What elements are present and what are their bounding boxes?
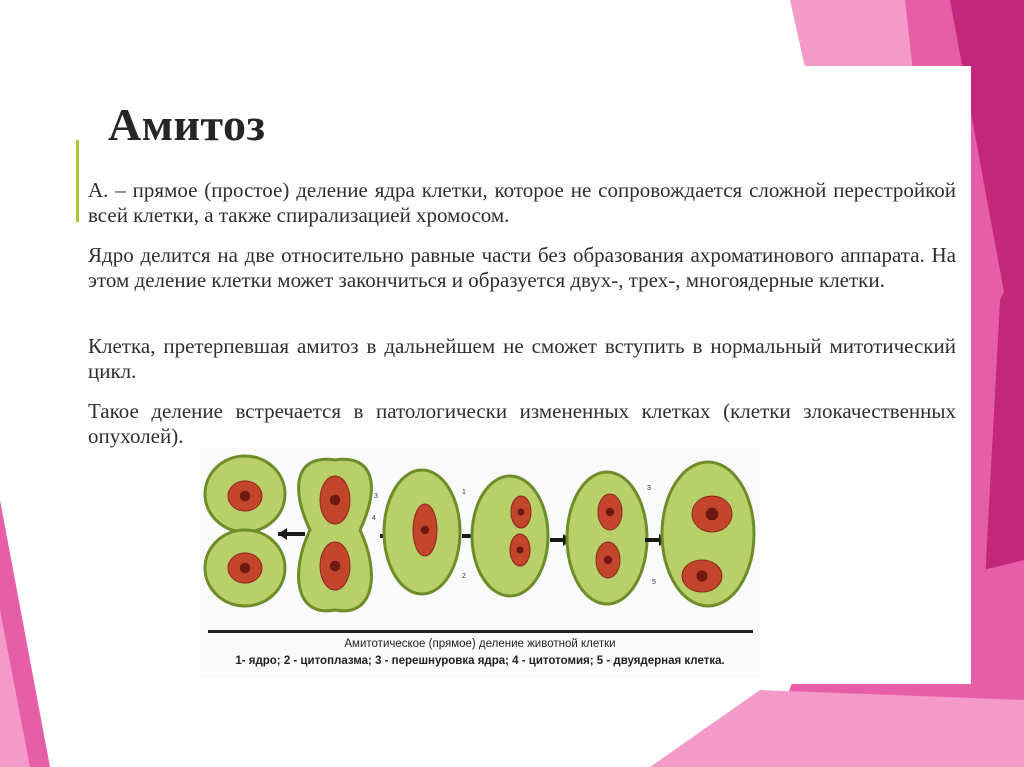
figure-caption-legend: 1- ядро; 2 - цитоплазма; 3 - перешнуровка ядра; 4 - цитотомия; 5 - двуядерная клетка.	[235, 655, 725, 667]
amitosis-illustration	[200, 448, 760, 678]
daughter-cell-bottom-nucleus-nucleolus	[240, 563, 251, 574]
nucleus-stage-1-nucleolus	[421, 526, 429, 534]
nucleus-stage-2-bottom-nucleolus	[517, 547, 524, 554]
paragraph-pathology: Такое деление встречается в патологически измененных клетках (клетки злокачественных опухолей).	[88, 399, 956, 448]
label-3-b: 3	[647, 485, 651, 492]
binucleate-nucleus-top-nucleolus	[706, 508, 719, 521]
nucleus-stage-3-bottom-nucleolus	[604, 556, 612, 564]
label-3-a: 3	[374, 493, 378, 500]
figure-caption-title: Амитотическое (прямое) деление животной клетки	[344, 638, 616, 650]
label-2: 2	[462, 573, 466, 580]
cell-stage-2	[472, 476, 548, 596]
paragraph-mitotic-cycle: Клетка, претерпевшая амитоз в дальнейшем не сможет вступить в нормальный митотический цикл.	[88, 334, 956, 383]
binucleate-nucleus-bottom-nucleolus	[696, 570, 707, 581]
cell-stage-3	[567, 472, 647, 604]
label-4: 4	[372, 515, 376, 522]
nucleus-stage-3-top-nucleolus	[606, 508, 614, 516]
arrow-to-stage-6-head	[278, 528, 287, 540]
paragraph-nucleus-division: Ядро делится на две относительно равные части без образования ахроматинового аппарата. На этом деление клетки может закончиться и образуется двух-, трех-, многоядерные клетки.	[88, 243, 956, 292]
accent-bar	[76, 140, 79, 222]
paragraph-definition: А. – прямое (простое) деление ядра клетки, которое не сопровождается сложной перестройкой всей клетки, а также спирализацией хромосом.	[88, 178, 956, 227]
slide-title: Амитоз	[108, 99, 266, 150]
cell-division-drawing	[200, 448, 760, 633]
cytotomy-nucleus-bottom-nucleolus	[330, 561, 341, 572]
label-5: 5	[652, 579, 656, 586]
nucleus-stage-2-top-nucleolus	[518, 509, 525, 516]
caption-rule	[208, 630, 753, 633]
label-1: 1	[462, 489, 466, 496]
daughter-cell-top-nucleus-nucleolus	[240, 491, 251, 502]
cytotomy-nucleus-top-nucleolus	[330, 495, 341, 506]
